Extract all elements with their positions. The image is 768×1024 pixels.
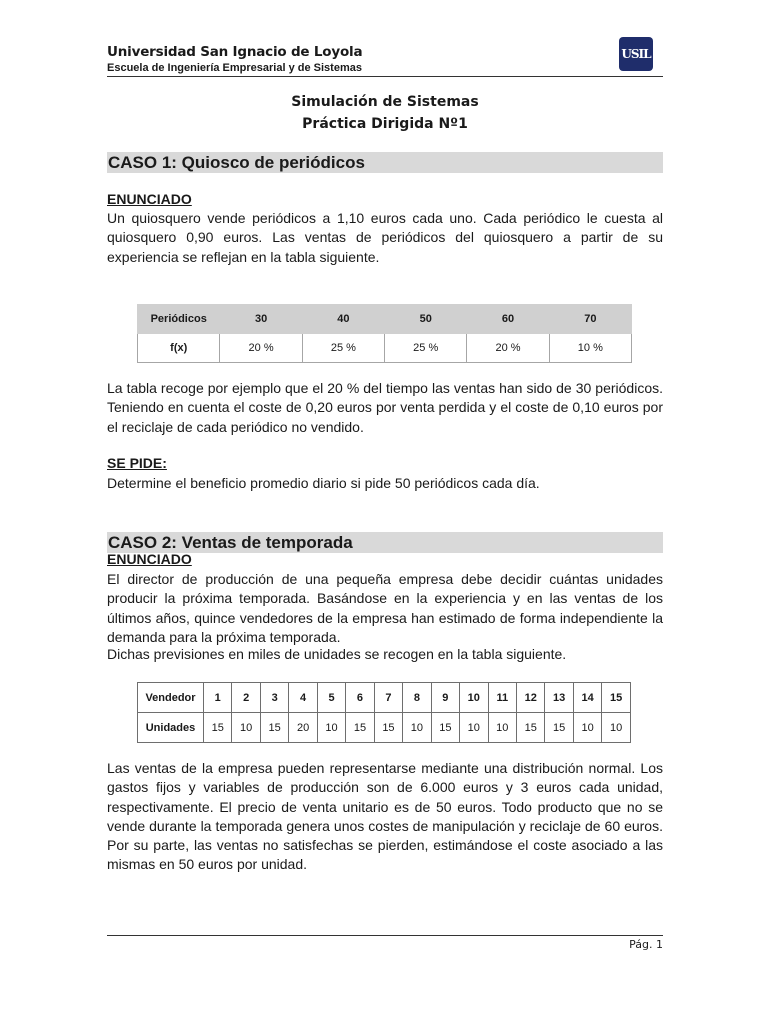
table-cell: 10 <box>488 713 516 743</box>
table-header-cell: 14 <box>573 683 601 713</box>
table-header-cell: 12 <box>516 683 544 713</box>
table-header-cell: 10 <box>460 683 488 713</box>
table-cell: 20 % <box>220 334 302 363</box>
table-cell: 15 <box>260 713 288 743</box>
table-cell: 10 <box>602 713 631 743</box>
table-header-cell: 50 <box>385 305 467 334</box>
table-header-cell: 1 <box>204 683 232 713</box>
table-cell: 20 % <box>467 334 549 363</box>
case2-enunciado-label: ENUNCIADO <box>107 551 192 567</box>
case1-explanation-text: La tabla recoge por ejemplo que el 20 % del tiempo las ventas han sido de 30 periódicos. Teniendo en cuenta el coste de 0,20 euros por venta perdida y el coste de 0,10 euros por el reciclaje de cada periódico no vendido. <box>107 380 663 435</box>
table-row-label: Unidades <box>138 713 204 743</box>
table-header-cell: 8 <box>403 683 431 713</box>
table-cell: 10 % <box>549 334 631 363</box>
table-cell: 15 <box>374 713 402 743</box>
table-row <box>138 713 631 743</box>
table-header-cell: 3 <box>260 683 288 713</box>
table-header-cell: 5 <box>317 683 345 713</box>
university-name: Universidad San Ignacio de Loyola <box>107 44 363 60</box>
table-cell: 15 <box>431 713 459 743</box>
table-header-cell: 6 <box>346 683 374 713</box>
table-cell: 15 <box>545 713 573 743</box>
table-header-cell: 40 <box>302 305 384 334</box>
table-header-row <box>138 683 631 713</box>
document-title: Simulación de Sistemas <box>291 94 479 110</box>
university-logo: USIL <box>619 37 653 71</box>
table-header-cell: 2 <box>232 683 260 713</box>
header-divider <box>107 76 663 77</box>
table-cell: 15 <box>516 713 544 743</box>
school-name: Escuela de Ingeniería Empresarial y de Sistemas <box>107 62 362 74</box>
page-header <box>107 44 663 74</box>
table-header-cell: 9 <box>431 683 459 713</box>
table-row <box>138 334 632 363</box>
table-header-cell: 7 <box>374 683 402 713</box>
table-header-label: Vendedor <box>138 683 204 713</box>
table-cell: 10 <box>317 713 345 743</box>
table-cell: 10 <box>573 713 601 743</box>
sellers-forecast-table <box>137 682 631 743</box>
case1-se-pide-label: SE PIDE: <box>107 455 167 471</box>
table-cell: 10 <box>460 713 488 743</box>
table-header-cell: 60 <box>467 305 549 334</box>
case1-heading: CASO 1: Quiosco de periódicos <box>107 152 663 173</box>
table-header-cell: 30 <box>220 305 302 334</box>
table-header-cell: 13 <box>545 683 573 713</box>
case2-explanation-text: Las ventas de la empresa pueden representarse mediante una distribución normal. Los gastos fijos y variables de producción son de 6.000 euros y 3 euros cada unidad, respectivamente. El precio de venta unitario es de 50 euros. Todo producto que no se vende durante la temporada genera unos costes de manipulación y reciclaje de 60 euros. Por su parte, las ventas no satisfechas se pierden, estimándose el coste asociado a las mismas en 50 euros por unidad. <box>107 760 663 873</box>
newspaper-demand-table <box>137 304 632 363</box>
table-cell: 15 <box>204 713 232 743</box>
table-cell: 10 <box>232 713 260 743</box>
case1-enunciado-label: ENUNCIADO <box>107 191 192 207</box>
table-row-label: f(x) <box>138 334 220 363</box>
case2-enunciado-text: El director de producción de una pequeña empresa debe decidir cuántas unidades producir la próxima temporada. Basándose en la experiencia y en las ventas de los últimos años, quince vendedores de la empresa han estimado de forma independiente la demanda para la próxima temporada. <box>107 571 663 645</box>
table-header-cell: 11 <box>488 683 516 713</box>
footer-divider <box>107 935 663 936</box>
table-header-cell: 15 <box>602 683 631 713</box>
case1-enunciado-text: Un quiosquero vende periódicos a 1,10 euros cada uno. Cada periódico le cuesta al quiosquero 0,90 euros. Las ventas de periódicos del quiosquero a partir de su experiencia se reflejan en la tabla siguiente. <box>107 210 663 265</box>
case2-enunciado-text-2: Dichas previsiones en miles de unidades se recogen en la tabla siguiente. <box>107 646 567 662</box>
table-header-cell: 70 <box>549 305 631 334</box>
table-cell: 25 % <box>385 334 467 363</box>
table-header-cell: 4 <box>289 683 317 713</box>
page-number: Pág. 1 <box>629 938 663 951</box>
table-header-row <box>138 305 632 334</box>
case1-se-pide-text: Determine el beneficio promedio diario si pide 50 periódicos cada día. <box>107 475 540 491</box>
table-cell: 25 % <box>302 334 384 363</box>
table-cell: 15 <box>346 713 374 743</box>
table-cell: 10 <box>403 713 431 743</box>
table-cell: 20 <box>289 713 317 743</box>
table-header-label: Periódicos <box>138 305 220 334</box>
document-subtitle: Práctica Dirigida Nº1 <box>302 116 468 132</box>
case2-heading: CASO 2: Ventas de temporada <box>107 532 663 553</box>
